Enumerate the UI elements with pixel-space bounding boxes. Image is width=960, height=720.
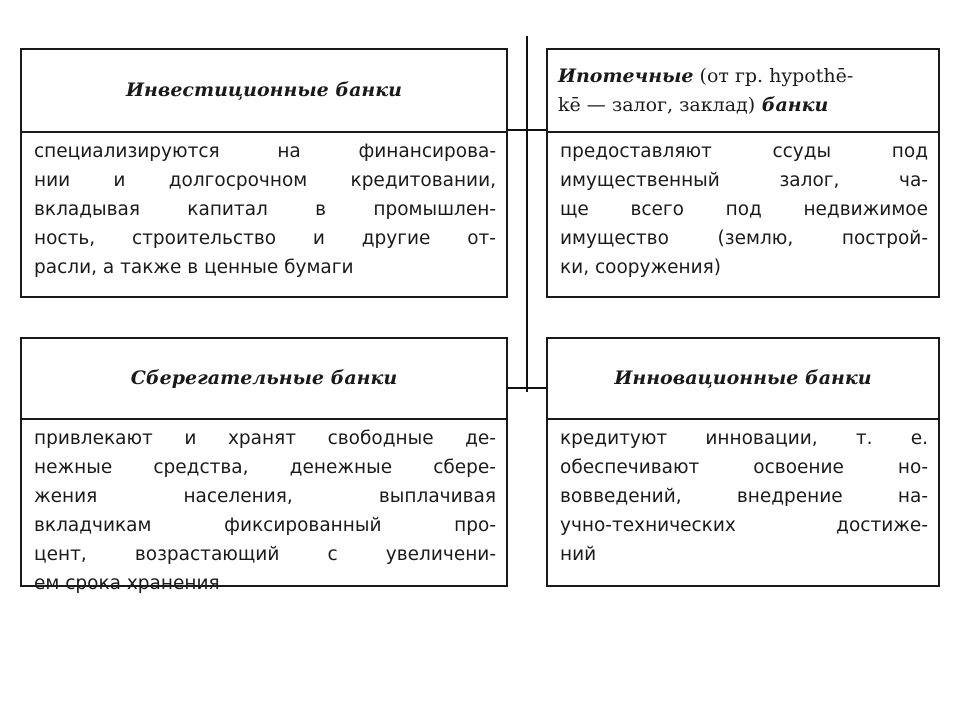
- description-line: жения населения, выплачивая: [34, 486, 496, 507]
- savings-banks-card: [20, 337, 508, 594]
- innovation-banks-description: [548, 420, 938, 569]
- description-line: имущество (землю, построй-: [560, 228, 928, 249]
- innovation-banks-title: Инновационные банки: [548, 339, 938, 420]
- savings-banks-description: [22, 420, 506, 598]
- mortgage-banks-description: [548, 133, 938, 282]
- mortgage-title-etymology: (от гр. hypothē-: [693, 64, 854, 87]
- description-line: вкладчикам фиксированный про-: [34, 515, 496, 536]
- mortgage-title-line-2: [558, 91, 853, 120]
- mortgage-title-line-1: [558, 62, 853, 91]
- vertical-divider-line: [526, 36, 528, 392]
- description-line: цент, возрастающий с увеличени-: [34, 544, 496, 565]
- description-line: нии и долгосрочном кредитовании,: [34, 170, 496, 191]
- mortgage-banks-title: [548, 50, 938, 133]
- description-line: ний: [560, 544, 597, 565]
- investment-banks-description: [22, 133, 506, 282]
- description-line: кредитуют инновации, т. е.: [560, 428, 928, 449]
- description-line: обеспечивают освоение но-: [560, 457, 928, 478]
- description-line: привлекают и хранят свободные де-: [34, 428, 496, 449]
- savings-banks-title: Сберегательные банки: [22, 339, 506, 420]
- investment-banks-title: Инвестиционные банки: [22, 50, 506, 133]
- description-line: имущественный залог, ча-: [560, 170, 928, 191]
- description-line: ность, строительство и другие от-: [34, 228, 496, 249]
- description-line: ем срока хранения: [34, 573, 220, 594]
- description-line: ще всего под недвижимое: [560, 199, 928, 220]
- description-line: предоставляют ссуды под: [560, 141, 928, 162]
- description-line: вкладывая капитал в промышлен-: [34, 199, 496, 220]
- description-line: вовведений, внедрение на-: [560, 486, 928, 507]
- description-line: ки, сооружения): [560, 257, 721, 278]
- innovation-banks-card: [546, 337, 940, 587]
- mortgage-title-etymology-cont: kē — залог, заклад): [558, 93, 756, 116]
- mortgage-title-banks-word: банки: [755, 93, 829, 116]
- mortgage-title-term: Ипотечные: [558, 64, 694, 87]
- description-line: расли, а также в ценные бумаги: [34, 257, 354, 278]
- description-line: учно-технических достиже-: [560, 515, 928, 536]
- investment-banks-card: [20, 48, 508, 298]
- mortgage-banks-card: [546, 48, 940, 298]
- description-line: специализируются на финансирова-: [34, 141, 496, 162]
- description-line: нежные средства, денежные сбере-: [34, 457, 496, 478]
